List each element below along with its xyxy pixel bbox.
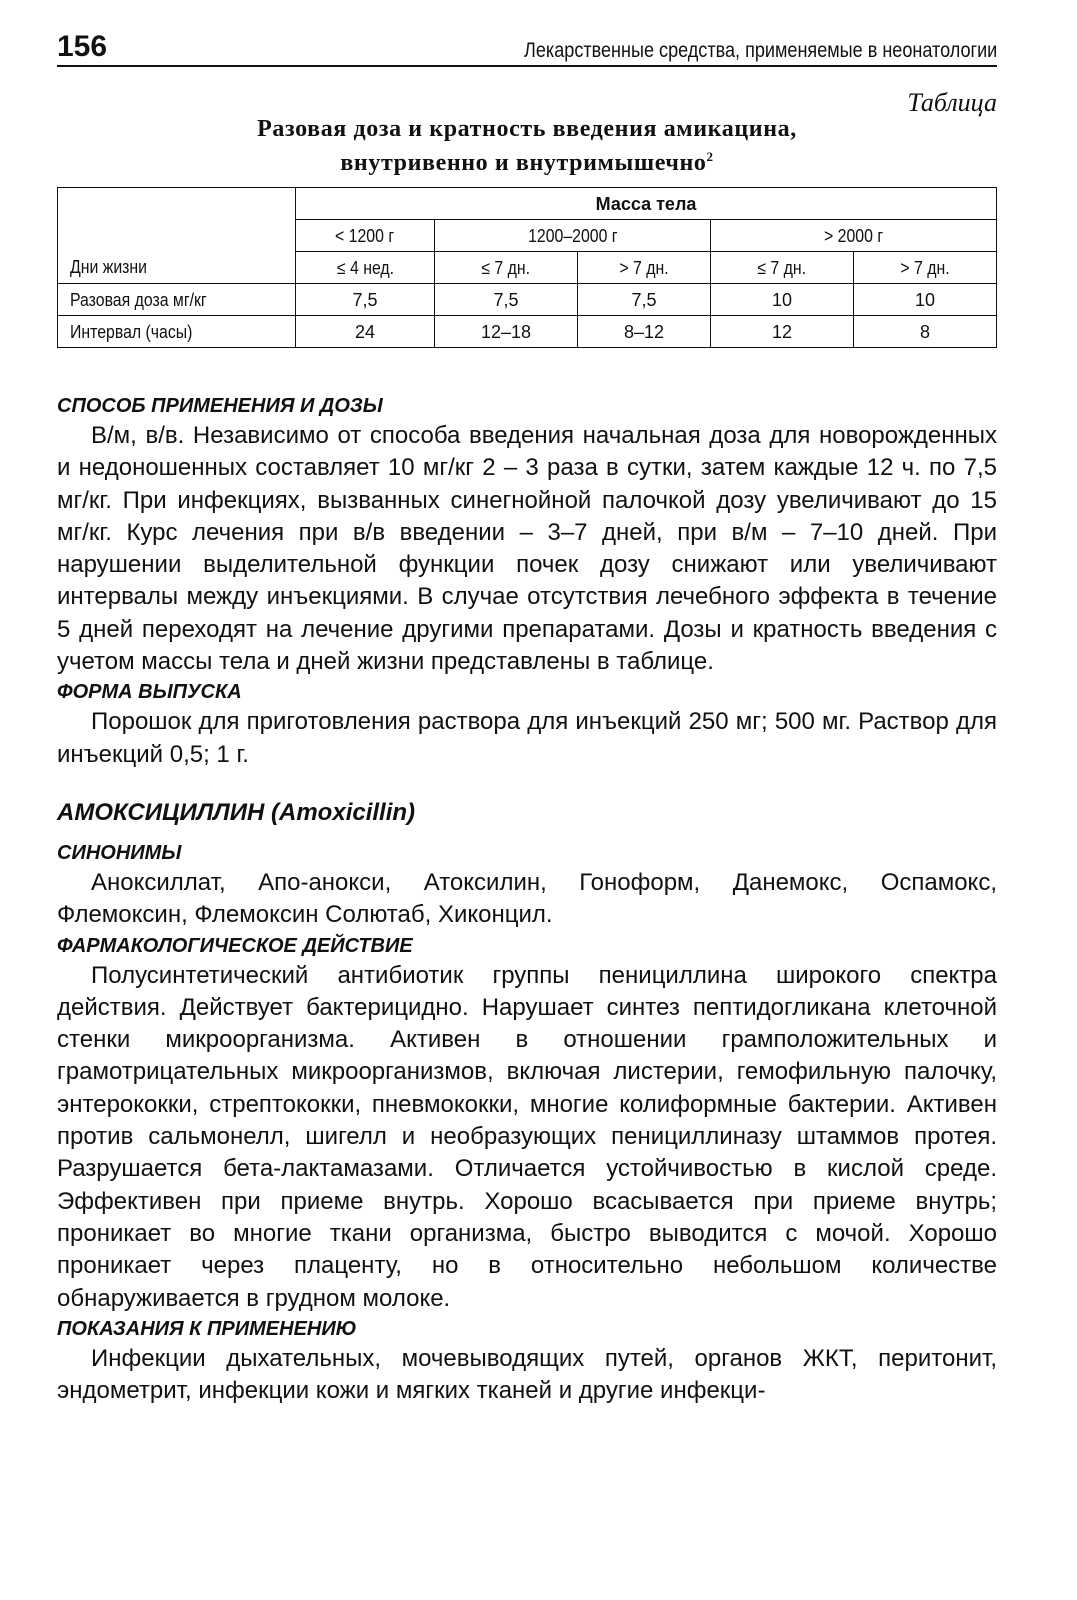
table-cell: 8 — [854, 316, 997, 348]
weight-group-label: 1200–2000 г — [527, 225, 618, 246]
days-value: > 7 дн. — [619, 257, 669, 278]
table-cell: 10 — [711, 284, 854, 316]
form-text: Порошок для приготовления раствора для инъекций 250 мг; 500 мг. Раствор для инъекций 0,5; 1 г. — [57, 708, 997, 768]
days-label — [58, 252, 296, 284]
mass-header: Масса тела — [296, 188, 997, 220]
pharm-text: Полусинтетический антибиотик группы пенициллина широкого спектра действия. Действует бактерицидно. Нарушает синтез пептидогликана клеточной стенки микроорганизма. Активен в отношении грамположительных и грамотрицательных микроорганизмов, включая листерии, гемофильную палочку, энтерококки, стрептококки, пневмококки, многие колиформные бактерии. Активен против сальмонелл, шигелл и необразующих пенициллиназу штаммов протея. Разрушается бета-лактамазами. Отличается устойчивостью в кислой среде. Эффективен при приеме внутрь. Хорошо всасывается при приеме внутрь; проникает во многие ткани организма, быстро выводится с мочой. Хорошо проникает через плаценту, но в относительно небольшом количестве обнаруживается в грудном молоке. — [57, 961, 997, 1312]
row-label-text: Интервал (часы) — [70, 321, 193, 342]
table-cell: 10 — [854, 284, 997, 316]
running-title: Лекарственные средства, применяемые в неонатологии — [523, 39, 997, 62]
synonyms-heading: СИНОНИМЫ — [57, 841, 182, 864]
table-cell: 7,5 — [435, 284, 578, 316]
method-text: В/м, в/в. Независимо от способа введения начальная доза для новорожденных и недоношенных составляет 10 мг/кг 2 – 3 раза в сутки, затем каждые 12 ч. по 7,5 мг/кг. При инфекциях, вызванных синегнойной палочкой дозу увеличивают до 15 мг/кг. Курс лечения при в/в введении – 3–7 дней, при в/м – 7–10 дней. При нарушении выделительной функции почек дозу снижают или увеличивают интервалы между инъекциями. В случае отсутствия лечебного эффекта в течение 5 дней переходят на лечение другими препаратами. Дозы и кратность введения с учетом массы тела и дней жизни представлены в таблице. — [57, 422, 997, 676]
weight-group — [435, 220, 711, 252]
table-label: Таблица — [907, 88, 997, 117]
days-cell — [711, 252, 854, 284]
book-page — [57, 22, 997, 1407]
days-cell — [296, 252, 435, 284]
table-row-dose — [58, 284, 997, 316]
table-header-row-weights — [58, 220, 997, 252]
weight-group-label: > 2000 г — [823, 225, 884, 246]
days-value: > 7 дн. — [900, 257, 950, 278]
dosage-table — [57, 187, 997, 348]
table-header-row-mass — [58, 188, 997, 220]
table-title — [57, 115, 997, 177]
weight-group-label: < 1200 г — [335, 225, 395, 246]
days-value: ≤ 7 дн. — [481, 257, 531, 278]
days-value: ≤ 7 дн. — [757, 257, 807, 278]
weight-group — [711, 220, 997, 252]
table-cell: 24 — [296, 316, 435, 348]
table-title-line2 — [57, 143, 997, 177]
days-cell — [854, 252, 997, 284]
table-header-row-days — [58, 252, 997, 284]
table-cell: 12–18 — [435, 316, 578, 348]
page-header — [57, 22, 997, 67]
table-corner-cell — [58, 188, 296, 220]
drug-title: АМОКСИЦИЛЛИН (Amoxicillin) — [57, 798, 416, 826]
table-row-interval — [58, 316, 997, 348]
weight-group — [296, 220, 435, 252]
form-heading: ФОРМА ВЫПУСКА — [57, 681, 242, 704]
indications-text: Инфекции дыхательных, мочевыводящих путей, органов ЖКТ, перитонит, эндометрит, инфекции кожи и мягких тканей и другие инфекци- — [57, 1344, 997, 1405]
table-cell: 8–12 — [578, 316, 711, 348]
table-title-line2-text: внутривенно и внутримышечно — [340, 150, 707, 176]
table-cell: 7,5 — [578, 284, 711, 316]
pharm-heading: ФАРМАКОЛОГИЧЕСКОЕ ДЕЙСТВИЕ — [57, 934, 413, 957]
footnote-mark: 2 — [706, 149, 714, 164]
days-label-text: Дни жизни — [70, 257, 148, 278]
row-label — [58, 284, 296, 316]
page-number: 156 — [57, 30, 108, 63]
table-corner-cell-2 — [58, 220, 296, 252]
days-cell — [435, 252, 578, 284]
days-value: ≤ 4 нед. — [336, 257, 394, 278]
days-cell — [578, 252, 711, 284]
method-heading: СПОСОБ ПРИМЕНЕНИЯ И ДОЗЫ — [57, 395, 383, 417]
table-title-line1: Разовая доза и кратность введения амикацина, — [257, 116, 797, 142]
table-cell: 7,5 — [296, 284, 435, 316]
synonyms-text: Аноксиллат, Апо-анокси, Атоксилин, Гоноформ, Данемокс, Оспамокс, Флемоксин, Флемоксин Солютаб, Хиконцил. — [57, 868, 997, 929]
table-cell: 12 — [711, 316, 854, 348]
indications-heading: ПОКАЗАНИЯ К ПРИМЕНЕНИЮ — [57, 1317, 357, 1340]
row-label-text: Разовая доза мг/кг — [70, 289, 207, 310]
page-body — [57, 392, 997, 1407]
row-label — [58, 316, 296, 348]
